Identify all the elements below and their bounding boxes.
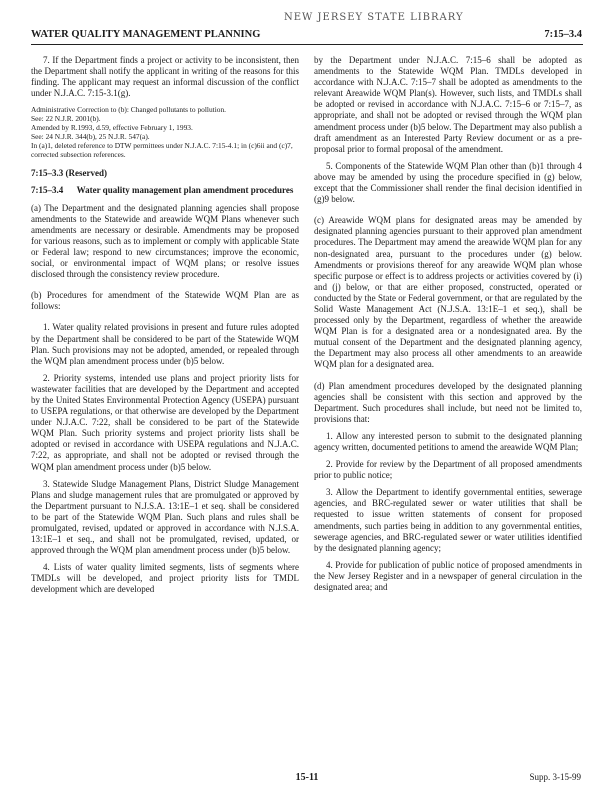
supplement-date: Supp. 3-15-99 xyxy=(529,772,581,782)
section-title: Water quality management plan amendment procedures xyxy=(76,185,294,196)
subsection-b-3: 3. Statewide Sludge Management Plans, District Sludge Management Plans and sludge management rules that are promulgated or approved by the Department pursuant to N.J.S.A. 13:1E–1 et seq. shall be considered to be part of the Statewide WQM Plan. Such plans and rules shall be promulgated, revised, updated or approved in accordance with N.J.S.A. 13:1E–1 et seq., and shall not be promulgated, revised, updated, or approved through the WQM plan amendment process under (b)5 below. xyxy=(31,478,299,556)
subsection-b-4: 4. Lists of water quality limited segments, lists of segments where TMDLs will be developed, and project priority lists for TMDL development which are developed xyxy=(31,562,299,595)
subsection-b-1: 1. Water quality related provisions in present and future rules adopted by the Department shall be considered to be part of the Statewide WQM Plan. Such provisions may not be adopted, amended, or repealed through the WQM plan amendment process under (b)5 below. xyxy=(31,322,299,366)
subsection-a: (a) The Department and the designated planning agencies shall propose amendments to the Statewide and areawide WQM Plans whenever such amendments are necessary or desirable. Amendments may be proposed for various reasons, such as to implement or comply with applicable State or Federal law; respond to new circumstances; improve the economic, social, or environmental impact of WQM plans; or resolve issues disclosed through the consistency review procedure. xyxy=(31,202,299,280)
history-note: See: 22 N.J.R. 2001(b). xyxy=(31,114,101,124)
section-heading-3-4 xyxy=(31,185,299,196)
subsection-b-4-continued: by the Department under N.J.A.C. 7:15–6 shall be adopted as amendments to the Statewide WQM Plan. TMDLs developed in accordance with N.J.A.C. 7:15–7 shall be adopted as amendments to the relevant Areawide WQM Plan(s). However, such lists, and TMDLs shall be adopted or revised in accordance with N.J.A.C. 7:15–6 or 7:15–7, as appropriate, and shall not be adopted or revised through the WQM plan amendment process under (b)5 below. The Department may also publish a draft amendment as an Interested Party Review document or as a pre-proposal prior to formal proposal of the amendment. xyxy=(314,55,582,154)
subsection-d-4: 4. Provide for publication of public notice of proposed amendments in the New Jersey Register and in a newspaper of general circulation in the designated area; and xyxy=(314,559,582,593)
history-note: Administrative Correction to (b): Changed pollutants to pollution. xyxy=(31,105,227,115)
subsection-d: (d) Plan amendment procedures developed by the designated planning agencies shall be consistent with this section and approved by the Department. Such procedures shall include, but need not be limited to, provisions that: xyxy=(314,380,582,424)
paragraph-7: 7. If the Department finds a project or activity to be inconsistent, then the Department shall notify the applicant in writing of the reasons for this finding. The applicant may request an informal discussion of the conflict under N.J.A.C. 7:15-3.1(g). xyxy=(31,55,299,99)
left-column xyxy=(31,55,299,602)
subsection-b-2: 2. Priority systems, intended use plans and project priority lists for wastewater facilities that are developed by the Department and accepted by the United States Environmental Protection Agency (USEPA) pursuant to USEPA regulations, or that otherwise are developed by the Department under N.J.A.C. 7:22, shall be considered to be part of the Statewide WQM Plan. Such priority systems and project priority lists shall be adopted or revised in accordance with USEPA regulations and N.J.A.C. 7:22, as appropriate, and shall not be adopted or revised through the WQM plan amendment process under (b)5 below. xyxy=(31,372,299,472)
subsection-b-5: 5. Components of the Statewide WQM Plan other than (b)1 through 4 above may be amended by using the procedure specified in (g) below, except that the Commissioner shall render the final decision identified in (g)9 below. xyxy=(314,160,582,205)
header-rule xyxy=(31,44,583,45)
subsection-d-2: 2. Provide for review by the Department of all proposed amendments prior to public notice; xyxy=(314,459,582,481)
subsection-c: (c) Areawide WQM plans for designated areas may be amended by designated planning agencies pursuant to their approved plan amendment procedures. The Department may amend the areawide WQM plan for any non-designated area, pursuant to the procedures under (g) below. Amendments or provisions thereof for any areawide WQM plan whose specific purpose or effect is to address projects or activities covered by (i) and (j) below, or that are either proposed, constructed, operated or conducted by the State or Federal government, or that are regulated by the Solid Waste Management Act (N.J.S.A. 13:1E–1 et seq.), shall be processed only by the Department, regardless of whether the areawide WQM Plan is for a designated area or a nondesignated area. By the mutual consent of the Department and the designated planning agency, the Department may also process all other amendments to an areawide WQM plan for a designated area. xyxy=(314,215,582,370)
section-heading-3-3: 7:15–3.3 (Reserved) xyxy=(31,168,107,179)
history-note: In (a)1, deleted reference to DTW permittees under N.J.A.C. 7:15-4.1; in (c)6ii and (c)7, corrected subsection references. xyxy=(31,141,293,160)
right-column xyxy=(314,55,582,599)
history-note: See: 24 N.J.R. 344(b), 25 N.J.R. 547(a). xyxy=(31,132,150,142)
library-stamp: NEW JERSEY STATE LIBRARY xyxy=(284,12,464,23)
section-number: 7:15–3.4 xyxy=(31,185,64,196)
running-header-title: WATER QUALITY MANAGEMENT PLANNING xyxy=(31,29,261,40)
subsection-d-3: 3. Allow the Department to identify governmental entities, sewerage agencies, and BRC-regulated sewer or water utilities that shall be requested to issue written statements of consent for proposed amendments, such parties being in addition to any governmental entities, sewerage agencies, and BRC-regulated sewer or water utilities identified by the designated planning agency; xyxy=(314,487,582,553)
subsection-b: (b) Procedures for amendment of the Statewide WQM Plan are as follows: xyxy=(31,290,299,312)
history-note: Amended by R.1993, d.59, effective February 1, 1993. xyxy=(31,123,193,133)
running-header-section: 7:15–3.4 xyxy=(544,29,582,40)
page-number: 15-11 xyxy=(295,772,319,783)
subsection-d-1: 1. Allow any interested person to submit to the designated planning agency written, documented petitions to amend the areawide WQM Plan; xyxy=(314,430,582,452)
